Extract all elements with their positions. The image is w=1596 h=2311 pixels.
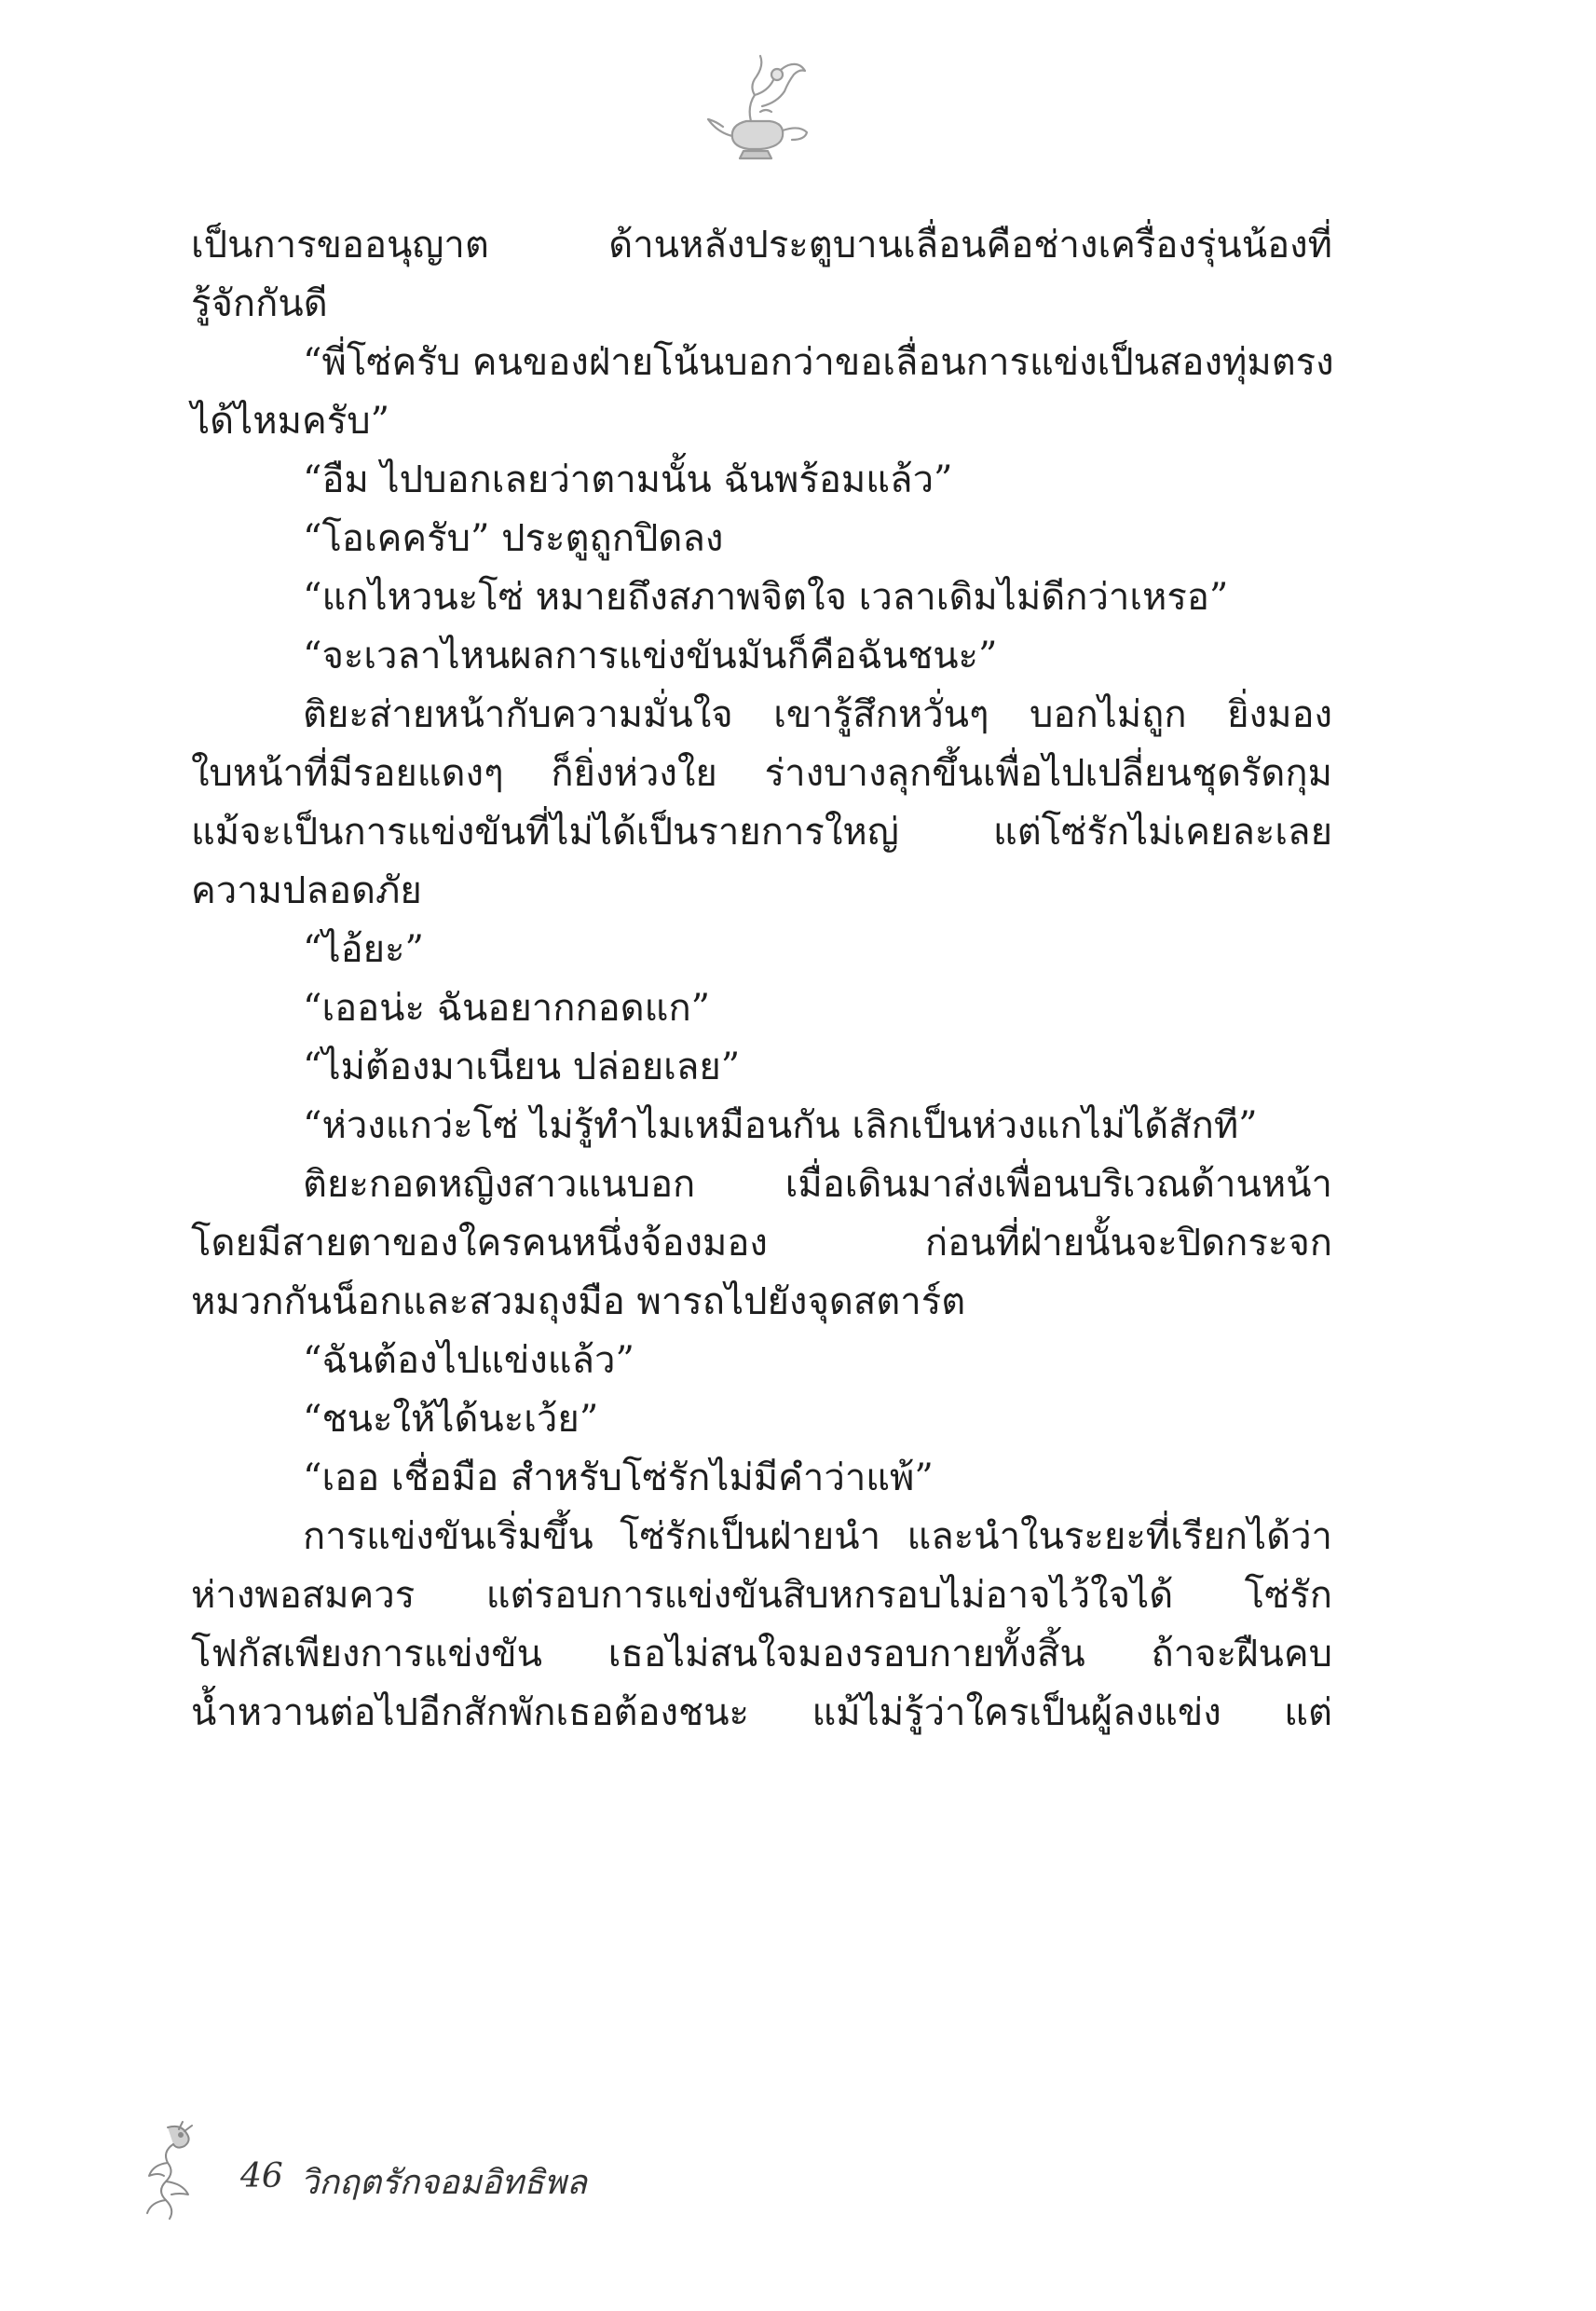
text-line: การแข่งขันเริ่มขึ้น โซ่รักเป็นฝ่ายนำ และนำในระยะที่เรียกได้ว่า <box>303 1515 1332 1558</box>
text-line: “ห่วงแกว่ะโซ่ ไม่รู้ทำไมเหมือนกัน เลิกเป็นห่วงแกไม่ได้สักที” <box>303 1104 1258 1147</box>
text-line: ได้ไหมครับ” <box>191 400 390 443</box>
text-line: “ไอ้ยะ” <box>303 928 424 971</box>
page-number: 46 <box>240 2157 283 2195</box>
text-line: “โอเคครับ” ประตูถูกปิดลง <box>303 517 724 560</box>
text-line: แม้จะเป็นการแข่งขันที่ไม่ได้เป็นรายการใหญ่ แต่โซ่รักไม่เคยละเลย <box>191 811 1332 854</box>
text-line: ความปลอดภัย <box>191 869 422 912</box>
text-line: “อืม ไปบอกเลยว่าตามนั้น ฉันพร้อมแล้ว” <box>303 458 953 501</box>
text-line: น้ำหวานต่อไปอีกสักพักเธอต้องชนะ แม้ไม่รู้ว่าใครเป็นผู้ลงแข่ง แต่ <box>191 1691 1332 1734</box>
magic-lamp-icon <box>695 54 816 164</box>
text-line: “ไม่ต้องมาเนียน ปล่อยเลย” <box>303 1046 741 1088</box>
text-line: ห่างพอสมควร แต่รอบการแข่งขันสิบหกรอบไม่อาจไว้ใจได้ โซ่รัก <box>191 1574 1332 1617</box>
text-line: “พี่โซ่ครับ คนของฝ่ายโน้นบอกว่าขอเลื่อนการแข่งเป็นสองทุ่มตรง <box>303 341 1334 384</box>
text-line: เป็นการขออนุญาต ด้านหลังประตูบานเลื่อนคือช่างเครื่องรุ่นน้องที่ <box>191 224 1332 267</box>
text-line: ใบหน้าที่มีรอยแดงๆ ก็ยิ่งห่วงใย ร่างบางลุกขึ้นเพื่อไปเปลี่ยนชุดรัดกุม <box>191 752 1332 795</box>
body-text <box>191 216 1332 1743</box>
text-line: รู้จักกันดี <box>191 282 328 325</box>
text-line: ติยะส่ายหน้ากับความมั่นใจ เขารู้สึกหวั่นๆ บอกไม่ถูก ยิ่งมอง <box>303 693 1332 736</box>
text-line: “เออ เชื่อมือ สำหรับโซ่รักไม่มีคำว่าแพ้” <box>303 1456 934 1499</box>
page-footer <box>140 2120 792 2222</box>
book-title: วิกฤตรักจอมอิทธิพล <box>300 2164 587 2202</box>
text-line: โฟกัสเพียงการแข่งขัน เธอไม่สนใจมองรอบกายทั้งสิ้น ถ้าจะฝืนคบ <box>191 1633 1332 1675</box>
text-line: หมวกกันน็อกและสวมถุงมือ พารถไปยังจุดสตาร์ต <box>191 1280 966 1323</box>
text-line: โดยมีสายตาของใครคนหนึ่งจ้องมอง ก่อนที่ฝ่ายนั้นจะปิดกระจก <box>191 1222 1332 1265</box>
text-line: “แกไหวนะโซ่ หมายถึงสภาพจิตใจ เวลาเดิมไม่ดีกว่าเหรอ” <box>303 576 1229 619</box>
text-line: “ฉันต้องไปแข่งแล้ว” <box>303 1339 634 1382</box>
text-line: “จะเวลาไหนผลการแข่งขันมันก็คือฉันชนะ” <box>303 635 998 677</box>
text-line: “ชนะให้ได้นะเว้ย” <box>303 1398 599 1441</box>
dragon-icon <box>140 2120 205 2222</box>
text-line: “เออน่ะ ฉันอยากกอดแก” <box>303 987 711 1030</box>
text-line: ติยะกอดหญิงสาวแนบอก เมื่อเดินมาส่งเพื่อนบริเวณด้านหน้า <box>303 1163 1332 1206</box>
